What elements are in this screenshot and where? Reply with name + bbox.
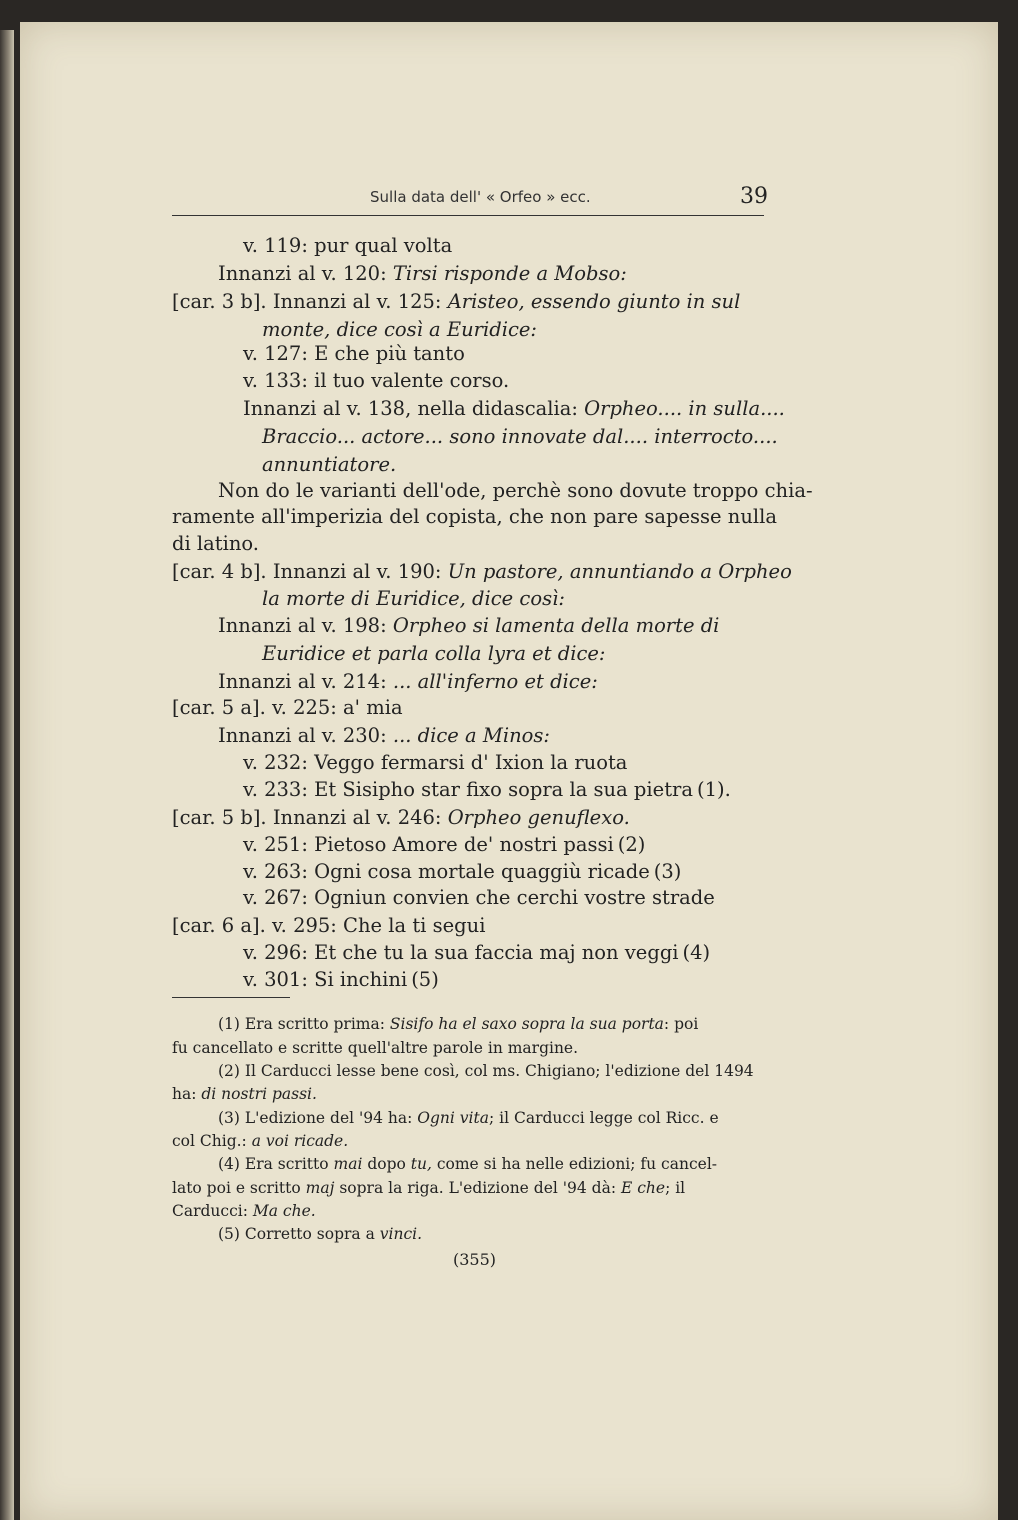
footnote-line <box>218 1107 719 1130</box>
italic-text: vinci. <box>379 1225 423 1243</box>
footnote-ref: (2) <box>617 833 646 856</box>
text-line <box>243 232 452 260</box>
footnote-line <box>172 1130 348 1153</box>
roman-text: [car. 5 b]. Innanzi al v. 246: <box>172 806 448 829</box>
text-line <box>262 640 605 668</box>
text-line <box>172 503 777 531</box>
roman-text: (1) Era scritto prima: <box>218 1015 390 1033</box>
text-line <box>243 884 715 912</box>
roman-text: [car. 6 a]. v. 295: Che la ti segui <box>172 914 486 937</box>
roman-text: v. 267: Ogniun convien che cerchi vostre strade <box>243 886 715 909</box>
italic-text: ... all'inferno et dice: <box>392 670 598 693</box>
roman-text: col Chig.: <box>172 1132 252 1150</box>
italic-text: Ma che. <box>252 1202 316 1220</box>
roman-text: dopo <box>362 1155 411 1173</box>
italic-text: monte, dice così a Euridice: <box>262 318 537 341</box>
roman-text: v. 232: Veggo fermarsi d' Ixion la ruota <box>243 751 628 774</box>
roman-text: Non do le varianti dell'ode, perchè sono dovute troppo chia- <box>218 479 813 502</box>
roman-text: v. 133: il tuo valente corso. <box>243 369 510 392</box>
italic-text: annuntiatore. <box>262 453 397 476</box>
text-line <box>262 585 565 613</box>
footnote-line <box>218 1223 422 1246</box>
italic-text: la morte di Euridice, dice così: <box>262 587 565 610</box>
roman-text: Innanzi al v. 230: <box>218 724 393 747</box>
italic-text: a voi ricade. <box>251 1132 349 1150</box>
text-line <box>218 477 813 505</box>
roman-text: come si ha nelle edizioni; fu cancel- <box>431 1155 718 1173</box>
text-line <box>172 694 403 722</box>
italic-text: ... dice a Minos: <box>392 724 550 747</box>
text-line <box>243 939 710 967</box>
text-line <box>218 612 719 640</box>
italic-text: Euridice et parla colla lyra et dice: <box>262 642 606 665</box>
roman-text: [car. 5 a]. v. 225: a' mia <box>172 696 403 719</box>
text-line <box>218 260 627 288</box>
italic-text: E che <box>620 1179 666 1197</box>
roman-text: v. 251: Pietoso Amore de' nostri passi <box>243 833 614 856</box>
roman-text: Innanzi al v. 198: <box>218 614 393 637</box>
italic-text: Sisifo ha el saxo sopra la sua porta <box>389 1015 664 1033</box>
italic-text: Aristeo, essendo giunto in sul <box>447 290 741 313</box>
italic-text: Orpheo si lamenta della morte di <box>392 614 720 637</box>
roman-text: [car. 4 b]. Innanzi al v. 190: <box>172 560 448 583</box>
italic-text: Orpheo.... in sulla.... <box>584 397 785 420</box>
italic-text: tu, <box>410 1155 432 1173</box>
roman-text: v. 233: Et Sisipho star fixo sopra la sua pietra <box>243 778 693 801</box>
text-line <box>172 804 630 832</box>
roman-text: Innanzi al v. 120: <box>218 262 393 285</box>
roman-text: ramente all'imperizia del copista, che non pare sapesse nulla <box>172 505 777 528</box>
italic-text: Un pastore, annuntiando a Orpheo <box>447 560 792 583</box>
italic-text: Braccio... actore... sono innovate dal.... interrocto.... <box>262 425 778 448</box>
footnote-ref: (5) <box>411 968 439 991</box>
italic-text: mai <box>333 1155 363 1173</box>
book-gutter <box>0 30 14 1520</box>
roman-text: (5) Corretto sopra a <box>218 1225 380 1243</box>
footnote-ref: (1). <box>696 778 731 801</box>
text-line <box>262 451 396 479</box>
roman-text: ; il Carducci legge col Ricc. e <box>488 1109 719 1127</box>
roman-text: ha: <box>172 1085 202 1103</box>
footnote-line <box>172 1083 317 1106</box>
text-line <box>243 749 627 777</box>
roman-text: fu cancellato e scritte quell'altre parole in margine. <box>172 1039 579 1057</box>
text-line <box>172 558 792 586</box>
roman-text: ; il <box>665 1179 686 1197</box>
footnote-ref: (3) <box>653 860 682 883</box>
header-rule <box>172 215 764 216</box>
text-line <box>243 395 785 423</box>
page-number: 39 <box>740 184 768 209</box>
text-line <box>172 288 740 316</box>
text-line <box>172 530 259 558</box>
roman-text: Innanzi al v. 138, nella didascalia: <box>243 397 585 420</box>
text-line <box>172 912 485 940</box>
footnote-line <box>218 1060 754 1083</box>
italic-text: di nostri passi. <box>201 1085 317 1103</box>
footnote-line <box>172 1037 578 1060</box>
text-line <box>218 722 550 750</box>
running-header: Sulla data dell' « Orfeo » ecc. <box>370 188 591 206</box>
italic-text: maj <box>305 1179 335 1197</box>
roman-text: v. 127: E che più tanto <box>243 342 465 365</box>
roman-text: Innanzi al v. 214: <box>218 670 393 693</box>
roman-text: lato poi e scritto <box>172 1179 306 1197</box>
text-line <box>243 966 439 994</box>
roman-text: v. 263: Ogni cosa mortale quaggiù ricade <box>243 860 650 883</box>
text-line <box>218 668 598 696</box>
roman-text: (3) L'edizione del '94 ha: <box>218 1109 418 1127</box>
text-line <box>262 423 778 451</box>
roman-text: [car. 3 b]. Innanzi al v. 125: <box>172 290 448 313</box>
roman-text: v. 119: pur qual volta <box>243 234 453 257</box>
italic-text: Tirsi risponde a Mobso: <box>392 262 627 285</box>
text-line <box>243 776 731 804</box>
italic-text: Ogni vita <box>417 1109 489 1127</box>
text-line <box>243 340 465 368</box>
footnote-ref: (4) <box>682 941 711 964</box>
text-line <box>243 858 681 886</box>
footnote-line <box>218 1153 717 1176</box>
footnote-line <box>172 1200 316 1223</box>
roman-text: sopra la riga. L'edizione del '94 dà: <box>334 1179 621 1197</box>
roman-text: v. 296: Et che tu la sua faccia maj non veggi <box>243 941 679 964</box>
roman-text: v. 301: Si inchini <box>243 968 408 991</box>
footnote-line <box>218 1013 698 1036</box>
footnote-rule <box>172 997 290 998</box>
text-line <box>243 367 509 395</box>
text-line <box>243 831 645 859</box>
roman-text: Carducci: <box>172 1202 253 1220</box>
italic-text: Orpheo genuflexo. <box>447 806 630 829</box>
roman-text: : poi <box>663 1015 699 1033</box>
roman-text: (4) Era scritto <box>218 1155 334 1173</box>
roman-text: (2) Il Carducci lesse bene così, col ms. Chigiano; l'edizione del 1494 <box>218 1062 754 1080</box>
bottom-page-number: (355) <box>453 1250 497 1269</box>
footnote-line <box>172 1177 685 1200</box>
roman-text: di latino. <box>172 532 260 555</box>
